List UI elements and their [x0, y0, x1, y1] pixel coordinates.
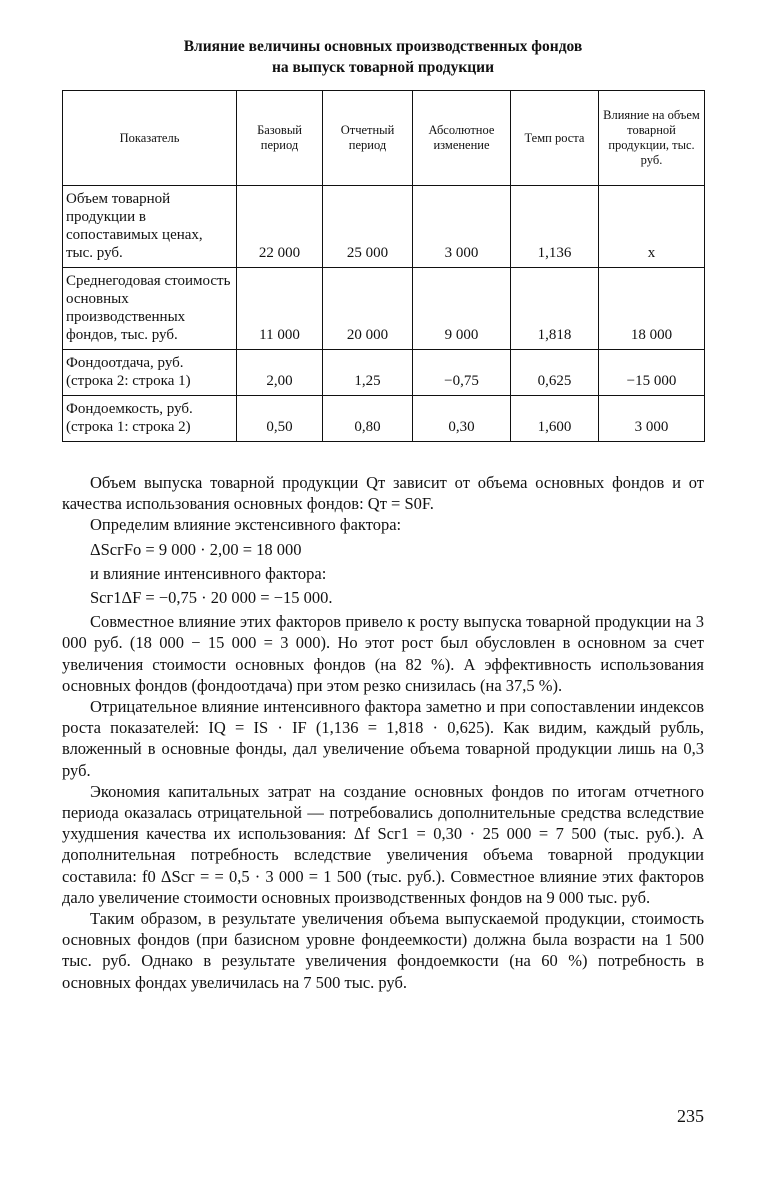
table-header-row — [63, 91, 705, 186]
table-cell: 3 000 — [599, 396, 705, 442]
formula: Sсг1ΔF = −0,75 · 20 000 = −15 000. — [90, 588, 333, 608]
table-cell: Среднегодовая стоимость основных производственных фондов, тыс. руб. — [63, 268, 237, 350]
paragraph: Объем выпуска товарной продукции Qт зависит от объема основных фондов и от качества использования основных фондов: Qт = S0F. — [62, 473, 704, 514]
table-cell: 11 000 — [237, 268, 323, 350]
table-cell: 20 000 — [323, 268, 413, 350]
column-header: Темп роста — [511, 91, 599, 186]
table-cell: 0,625 — [511, 350, 599, 396]
table-cell: 22 000 — [237, 186, 323, 268]
table-cell: 25 000 — [323, 186, 413, 268]
table-cell: 1,25 — [323, 350, 413, 396]
table-row — [63, 268, 705, 350]
table-cell: Фондоотдача, руб. (строка 2: строка 1) — [63, 350, 237, 396]
title-line-2: на выпуск товарной продукции — [271, 59, 495, 76]
table-row — [63, 350, 705, 396]
table-cell: 1,600 — [511, 396, 599, 442]
table-cell: 3 000 — [413, 186, 511, 268]
table-title — [62, 36, 704, 78]
table-cell: Объем товарной продукции в сопоставимых ценах, тыс. руб. — [63, 186, 237, 268]
column-header: Абсолютное изменение — [413, 91, 511, 186]
table-cell: Фондоемкость, руб. (строка 1: строка 2) — [63, 396, 237, 442]
table-cell: 0,30 — [413, 396, 511, 442]
table-cell: 9 000 — [413, 268, 511, 350]
table-row — [63, 186, 705, 268]
paragraph: Таким образом, в результате увеличения объема выпускаемой продукции, стоимость основных фондов (при базисном уровне фондеемкости) должна была возрасти на 1 500 тыс. руб. Однако в результате увеличения фондоемкости (на 60 %) потребность в основных фондах увеличилась на 7 500 тыс. руб. — [62, 909, 704, 992]
paragraph: и влияние интенсивного фактора: — [90, 563, 327, 583]
table-cell: х — [599, 186, 705, 268]
column-header: Показатель — [63, 91, 237, 186]
column-header: Отчетный период — [323, 91, 413, 186]
paragraph: Совместное влияние этих факторов привело к росту выпуска товарной продукции на 3 000 руб. (18 000 − 15 000 = 3 000). Но этот рост был обусловлен в основном за счет увеличения стоимости основных фондов (на 82 %). А эффективность использования основных фондов (фондоотдача) при этом резко снизилась (на 37,5 %). — [62, 612, 704, 695]
page-number: 235 — [677, 1106, 704, 1126]
column-header: Базовый период — [237, 91, 323, 186]
table-cell: 1,136 — [511, 186, 599, 268]
table-cell: 0,50 — [237, 396, 323, 442]
table-cell: −15 000 — [599, 350, 705, 396]
book-page — [62, 30, 704, 993]
table-cell: 0,80 — [323, 396, 413, 442]
paragraph: Экономия капитальных затрат на создание основных фондов по итогам отчетного периода оказалась отрицательной — потребовались дополнительные средства вследствие ухудшения качества их использования: Δf Sсг1 = 0,30 · 25 000 = 7 500 (тыс. руб.). А дополнительная потребность вследствие увеличения объема товарной продукции составила: f0 ΔSсг = = 0,5 · 3 000 = 1 500 (тыс. руб.). Совместное влияние этих факторов дало увеличение стоимости основных производственных фондов на 9 000 тыс. руб. — [62, 781, 704, 907]
formula: ΔSсгFо = 9 000 · 2,00 = 18 000 — [90, 539, 302, 559]
column-header: Влияние на объем товарной продукции, тыс. руб. — [599, 91, 705, 186]
table-row — [63, 396, 705, 442]
table-cell: 1,818 — [511, 268, 599, 350]
table-cell: 2,00 — [237, 350, 323, 396]
table-cell: −0,75 — [413, 350, 511, 396]
data-table — [62, 90, 705, 442]
paragraph: Определим влияние экстенсивного фактора: — [90, 515, 402, 535]
title-line-1: Влияние величины основных производственных фондов — [183, 38, 583, 55]
body-text — [62, 472, 704, 993]
table-cell: 18 000 — [599, 268, 705, 350]
paragraph: Отрицательное влияние интенсивного фактора заметно и при сопоставлении индексов роста показателей: IQ = IS · IF (1,136 = 1,818 · 0,625). Как видим, каждый рубль, вложенный в основные фонды, дал увеличение объема товарной продукции лишь на 0,3 руб. — [62, 697, 704, 780]
